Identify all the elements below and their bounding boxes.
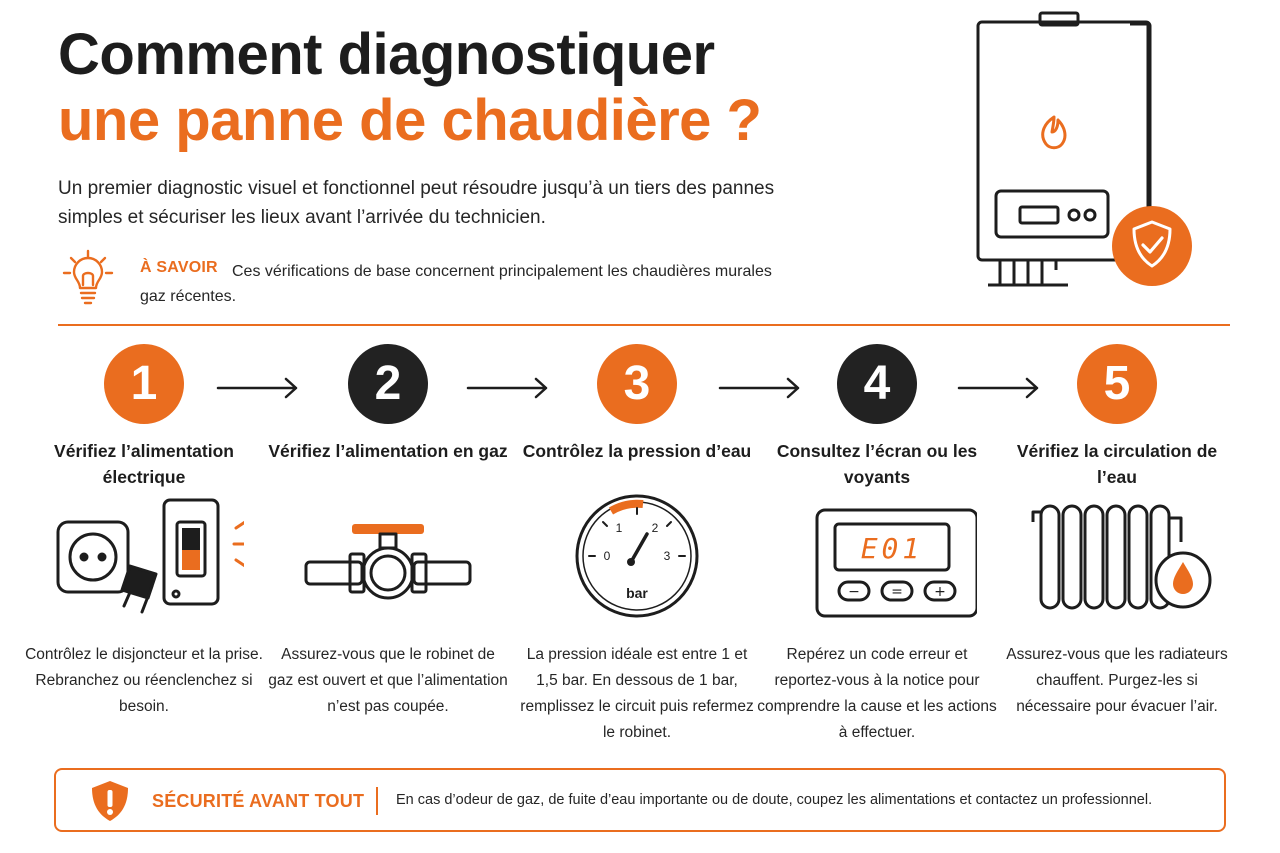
section-divider	[58, 324, 1230, 326]
tip-box	[58, 248, 838, 308]
gauge-tick-2: 2	[651, 521, 659, 535]
step-2	[268, 344, 508, 754]
page-title	[58, 22, 918, 154]
step-description: La pression idéale est entre 1 et 1,5 bar. En dessous de 1 bar, remplissez le circuit puis refermez le robinet.	[520, 646, 754, 741]
gauge-unit: bar	[626, 585, 648, 601]
title-line-2: une panne de chaudière ?	[58, 88, 762, 153]
safety-text: En cas d’odeur de gaz, de fuite d’eau importante ou de doute, coupez les alimentations et contactez un professionnel.	[396, 792, 1153, 808]
step-5	[997, 344, 1237, 754]
step-description: Contrôlez le disjoncteur et la prise. Rebranchez ou réenclenchez si besoin.	[25, 646, 263, 715]
step-title: Vérifiez l’alimentation en gaz	[268, 441, 508, 461]
gauge-tick-0: 0	[603, 549, 611, 563]
title-line-1: Comment diagnostiquer	[58, 22, 715, 87]
error-code: E01	[860, 532, 924, 565]
lightbulb-icon	[58, 248, 118, 308]
radiator-icon	[1017, 494, 1217, 619]
gauge-tick-1: 1	[615, 521, 623, 535]
step-title: Consultez l’écran ou les voyants	[776, 441, 978, 487]
step-title: Contrôlez la pression d’eau	[522, 441, 752, 461]
shield-check-icon	[1112, 206, 1192, 286]
step-4	[757, 344, 997, 754]
safety-separator	[376, 787, 378, 815]
step-number: 1	[104, 344, 184, 424]
display-button-plus: +	[934, 584, 946, 600]
boiler-icon	[958, 8, 1208, 293]
display-button-equal: =	[891, 584, 903, 600]
step-number: 4	[837, 344, 917, 424]
gas-valve-icon	[288, 494, 488, 619]
step-description: Assurez-vous que les radiateurs chauffent. Purgez-les si nécessaire pour évacuer l’air.	[1006, 646, 1228, 715]
tip-label: À SAVOIR	[140, 259, 218, 276]
safety-label: SÉCURITÉ AVANT TOUT	[152, 791, 365, 811]
display-panel-icon	[777, 494, 977, 619]
step-description: Assurez-vous que le robinet de gaz est ouvert et que l’alimentation n’est pas coupée.	[268, 646, 508, 715]
step-title: Vérifiez l’alimentation électrique	[54, 441, 234, 487]
display-button-minus: −	[848, 584, 860, 600]
step-1	[24, 344, 264, 754]
warning-shield-icon	[88, 779, 132, 823]
socket-breaker-icon	[44, 494, 244, 619]
step-number: 3	[597, 344, 677, 424]
gauge-tick-3: 3	[663, 549, 671, 563]
pressure-gauge-icon	[537, 494, 737, 619]
step-number: 2	[348, 344, 428, 424]
step-title: Vérifiez la circulation de l’eau	[1016, 441, 1218, 487]
step-number: 5	[1077, 344, 1157, 424]
step-3	[517, 344, 757, 754]
safety-banner	[54, 768, 1226, 832]
step-description: Repérez un code erreur et reportez-vous à la notice pour comprendre la cause et les actions à effectuer.	[757, 646, 997, 741]
subtitle: Un premier diagnostic visuel et fonctionnel peut résoudre jusqu’à un tiers des pannes simples et sécuriser les lieux avant l’arrivée du technicien.	[58, 178, 775, 228]
tip-text: Ces vérifications de base concernent principalement les chaudières murales gaz récentes.	[140, 263, 772, 305]
